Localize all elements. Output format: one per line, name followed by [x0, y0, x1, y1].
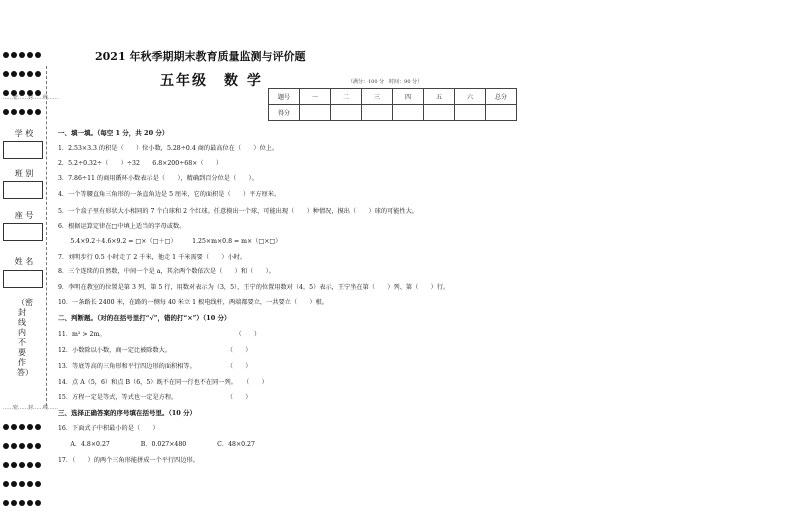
score-cell[interactable] [331, 105, 362, 121]
question-2: 2．5.2÷0.32÷（ ）÷32 6.8×200÷68×（ ） [58, 160, 223, 167]
name-field[interactable] [3, 270, 43, 288]
question-16: 16．下面式子中积最小的是（ ） [58, 425, 159, 432]
score-cell[interactable] [300, 105, 331, 121]
question-10: 10．一条路长 2400 米，在路的一侧每 40 米立 1 根电线杆，两端都要立，一共要立（ ）根。 [58, 299, 328, 306]
question-6: 6．根据运算定律在□中填上适当的字母或数。 [58, 223, 186, 230]
decorative-dots-top [2, 44, 59, 120]
score-cell[interactable] [393, 105, 424, 121]
score-header-cell: 二 [331, 89, 362, 105]
score-cell[interactable] [424, 105, 455, 121]
score-cell[interactable] [486, 105, 517, 121]
score-table-header-row [269, 89, 517, 105]
decorative-dots-bottom [2, 416, 46, 511]
score-header-cell: 一 [300, 89, 331, 105]
score-table [268, 88, 517, 121]
class-label: 班 别 [14, 169, 34, 178]
question-17: 17．（ ）的两个三角形能拼成一个平行四边形。 [58, 457, 199, 464]
question-15: 15．方程一定是等式，等式也一定是方程。 （ ） [58, 394, 252, 401]
question-6-expressions: 5.4×9.2＋4.6×9.2 = □×（□＋□） 1.25×m×0.8 = m×（□×□） [58, 238, 282, 245]
question-11: 11．m² > 2m。 （ ） [58, 331, 261, 338]
question-13: 13．等底等高的三角形和平行四边形的面积相等。 （ ） [58, 363, 252, 370]
score-cell[interactable] [455, 105, 486, 121]
exam-title: 2021 年秋季期期末教育质量监测与评价题 [95, 50, 306, 63]
class-field[interactable] [3, 181, 43, 199]
seal-divider-line [46, 66, 47, 406]
question-3: 3．7.86÷11 的商用循环小数表示是（ ），精确到百分位是（ ）。 [58, 175, 258, 182]
question-8: 8．三个连续的自然数，中间一个是 a，其余两个数依次是（ ）和（ ）。 [58, 268, 275, 275]
section-1-heading: 一、填一填。（每空 1 分，共 20 分） [58, 129, 169, 137]
score-table-score-row [269, 105, 517, 121]
question-14: 14．点 A（5，6）和点 B（6，5）既不在同一行也不在同一列。 （ ） [58, 379, 268, 386]
school-field[interactable] [3, 141, 43, 159]
section-3-heading: 三、选择正确答案的序号填在括号里。（10 分） [58, 409, 197, 417]
score-header-cell: 六 [455, 89, 486, 105]
score-header-cell: 题号 [269, 89, 300, 105]
score-row-label: 得分 [269, 105, 300, 121]
seal-line-bottom: ……密……封……线…… [3, 405, 59, 411]
name-label: 姓 名 [14, 257, 34, 266]
score-header-cell: 三 [362, 89, 393, 105]
time-info: （满分：100 分 时间：90 分） [348, 79, 423, 85]
score-cell[interactable] [362, 105, 393, 121]
question-1: 1．2.53×3.3 的积是（ ）位小数，5.28÷0.4 商的最高位在（ ）位上。 [58, 145, 279, 152]
seat-label: 座 号 [14, 211, 34, 220]
exam-subtitle: 五年级 数 学 [160, 73, 263, 89]
question-4: 4．一个等腰直角三角形的一条直角边是 5 厘米，它的面积是（ ）平方厘米。 [58, 191, 281, 198]
question-7: 7．刘明步行 0.5 小时走了 2 千米，他走 1 千米需要（ ）小时。 [58, 254, 247, 261]
question-9: 9．李明在教室的位置是第 3 列、第 5 行，用数对表示为（3，5），王宁的位置用数对（4，5）表示，王宁坐在第（ ）列、第（ ）行。 [58, 284, 450, 291]
question-16-options: A．4.8×0.27 B．0.027×480 C．48×0.27 [58, 441, 255, 448]
seal-note: （密封线内不要作答） [17, 298, 33, 377]
school-label: 学 校 [14, 129, 34, 138]
question-12: 12．小数除以小数，商一定比被除数大。 （ ） [58, 347, 252, 354]
score-header-cell: 四 [393, 89, 424, 105]
question-5: 5．一个盒子里有形状大小相同的 7 个白球和 2 个红球。任意摸出一个球，可能出现（ ）种情况，摸出（ ）球的可能性大。 [58, 208, 418, 215]
score-header-cell: 总分 [486, 89, 517, 105]
section-2-heading: 二、判断题。（对的在括号里打“√”，错的打“×”）（10 分） [58, 314, 231, 322]
seat-field[interactable] [3, 223, 43, 241]
score-header-cell: 五 [424, 89, 455, 105]
seal-line-top: ……密……封……线…… [3, 95, 59, 101]
